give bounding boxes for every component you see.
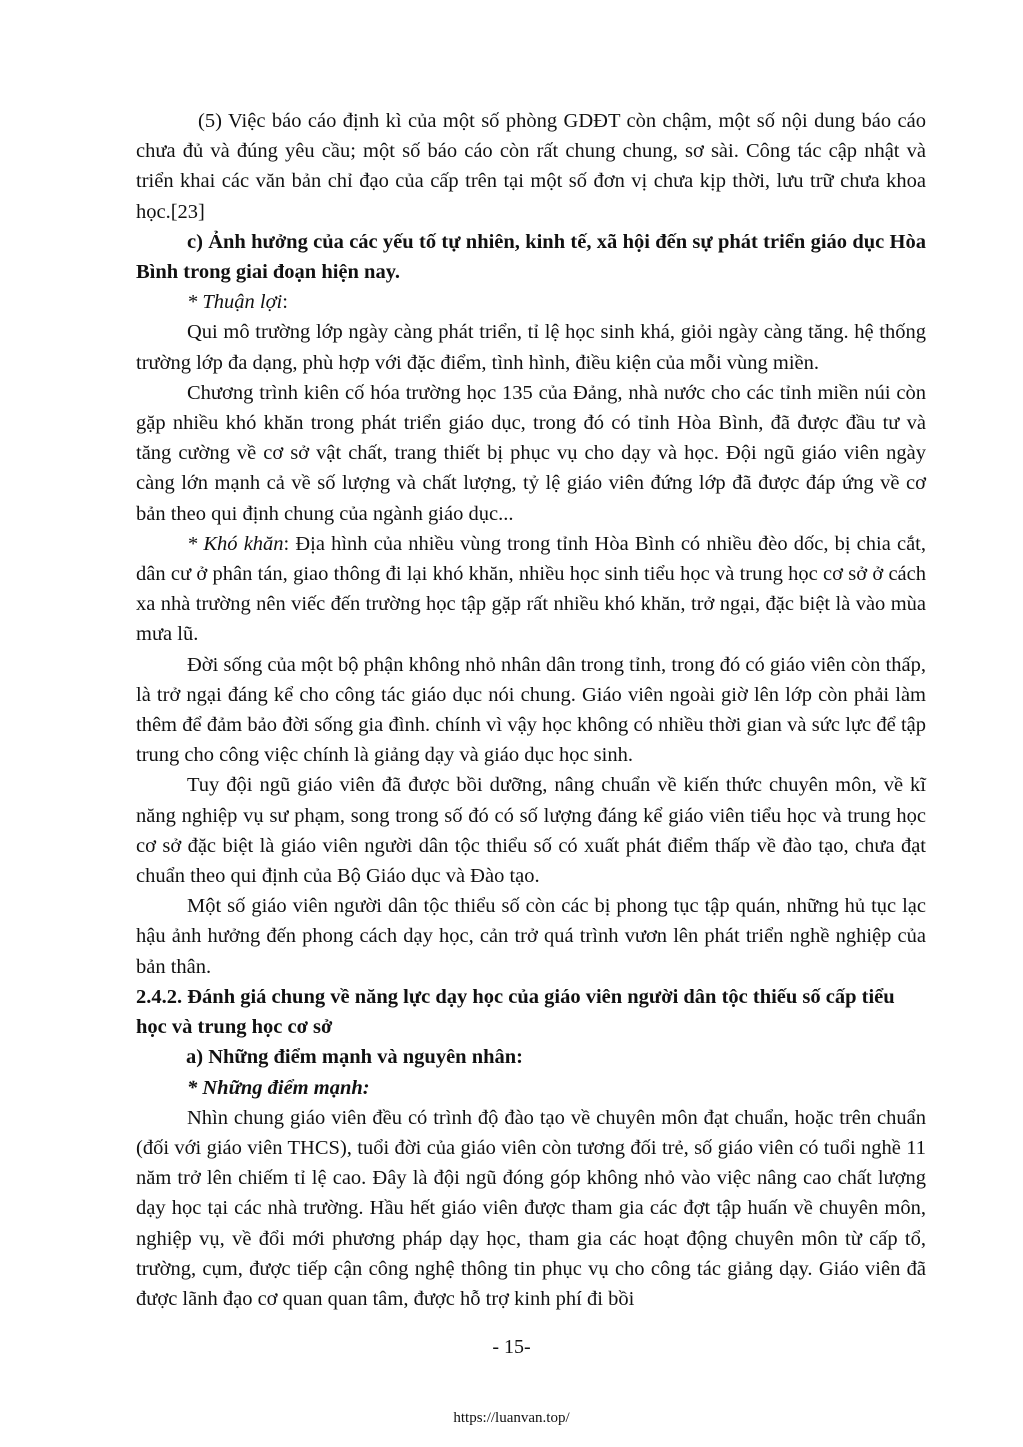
paragraph-difficulties [136, 529, 926, 650]
paragraph-living-conditions: Đời sống của một bộ phận không nhỏ nhân dân trong tỉnh, trong đó có giáo viên còn thấp, là trở ngại đáng kể cho công tác giáo dục nói chung. Giáo viên ngoài giờ lên lớp còn phải làm thêm để đảm bảo đời sống gia đình. chính vì vậy học không có nhiều thời gian và sức lực để tập trung cho công việc chính là giảng dạy và giáo dục học sinh. [136, 653, 926, 767]
paragraph-report-issues: (5) Việc báo cáo định kì của một số phòng GDĐT còn chậm, một số nội dung báo cáo chưa đủ và đúng yêu cầu; một số báo cáo còn rất chung chung, sơ sài. Công tác cập nhật và triển khai các văn bản chỉ đạo của cấp trên tại một số đơn vị chưa kịp thời, lưu trữ chưa khoa học.[23] [136, 110, 926, 223]
document-body [136, 106, 926, 1314]
advantages-label-colon: : [282, 291, 288, 314]
heading-strengths: * Những điểm mạnh: [187, 1076, 370, 1099]
paragraph-teacher-training: Tuy đội ngũ giáo viên đã được bồi dưỡng, nâng chuẩn về kiến thức chuyên môn, về kĩ năng nghiệp vụ sư phạm, song trong số đó có số lượng đáng kể giáo viên tiểu học và trung học cơ sở đặc biệt là giáo viên người dân tộc thiểu số có xuất phát điểm thấp về đào tạo, chưa đạt chuẩn theo qui định của Bộ Giáo dục và Đào tạo. [136, 774, 926, 888]
footer-url[interactable]: https://luanvan.top/ [453, 1410, 570, 1426]
advantages-label-text: * Thuận lợi [187, 291, 283, 314]
paragraph-school-scale: Qui mô trường lớp ngày càng phát triển, tỉ lệ học sinh khá, giỏi ngày càng tăng. hệ thống trường lớp đa dạng, phù hợp với đặc điểm, tình hình, điều kiện của mỗi vùng miền. [136, 321, 926, 374]
heading-strengths-and-causes: a) Những điểm mạnh và nguyên nhân: [186, 1046, 523, 1069]
difficulties-text: : Địa hình của nhiều vùng trong tỉnh Hòa Bình có nhiều đèo dốc, bị chia cắt, dân cư ở phân tán, giao thông đi lại khó khăn, nhiều học sinh tiểu học và trung học cơ sở ở cách xa nhà trường nên viếc đến trường học tập gặp rất nhiều khó khăn, trở ngại, đặc biệt là vào mùa mưa lũ. [136, 532, 926, 646]
paragraph-strengths: Nhìn chung giáo viên đều có trình độ đào tạo về chuyên môn đạt chuẩn, hoặc trên chuẩn (đối với giáo viên THCS), tuổi đời của giáo viên còn tương đối trẻ, số giáo viên có tuổi nghề 11 năm trở lên chiếm tỉ lệ cao. Đây là đội ngũ đóng góp không nhỏ vào việc nâng cao chất lượng dạy học tại các nhà trường. Hầu hết giáo viên được tham gia các đợt tập huấn về chuyên môn, nghiệp vụ, về đổi mới phương pháp dạy học, tham gia các hoạt động chuyên môn từ cấp tổ, trường, cụm, được tiếp cận công nghệ thông tin phục vụ cho công tác giảng dạy. Giáo viên đã được lãnh đạo cơ quan quan tâm, được hỗ trợ kinh phí đi bồi [136, 1106, 926, 1310]
difficulties-label: * Khó khăn [187, 532, 284, 555]
page-number: - 15- [492, 1336, 531, 1358]
paragraph-program-135: Chương trình kiên cố hóa trường học 135 của Đảng, nhà nước cho các tỉnh miền núi còn gặp nhiều khó khăn trong phát triển giáo dục, trong đó có tỉnh Hòa Bình, đã được đầu tư và tăng cường về cơ sở vật chất, trang thiết bị phục vụ cho dạy và học. Đội ngũ giáo viên ngày càng lớn mạnh cả về số lượng và chất lượng, tỷ lệ giáo viên đứng lớp đã được đáp ứng về cơ bản theo qui định chung của ngành giáo dục... [136, 381, 926, 525]
heading-section-c: c) Ảnh hưởng của các yếu tố tự nhiên, kinh tế, xã hội đến sự phát triển giáo dục Hòa Bình trong giai đoạn hiện nay. [136, 230, 926, 284]
paragraph-customs: Một số giáo viên người dân tộc thiểu số còn các bị phong tục tập quán, những hủ tục lạc hậu ảnh hưởng đến phong cách dạy học, cản trở quá trình vươn lên phát triển nghề nghiệp của bản thân. [136, 895, 926, 978]
heading-section-2-4-2: 2.4.2. Đánh giá chung về năng lực dạy học của giáo viên người dân tộc thiếu số cấp tiểu học và trung học cơ sở [136, 985, 895, 1039]
advantages-label [136, 287, 926, 317]
